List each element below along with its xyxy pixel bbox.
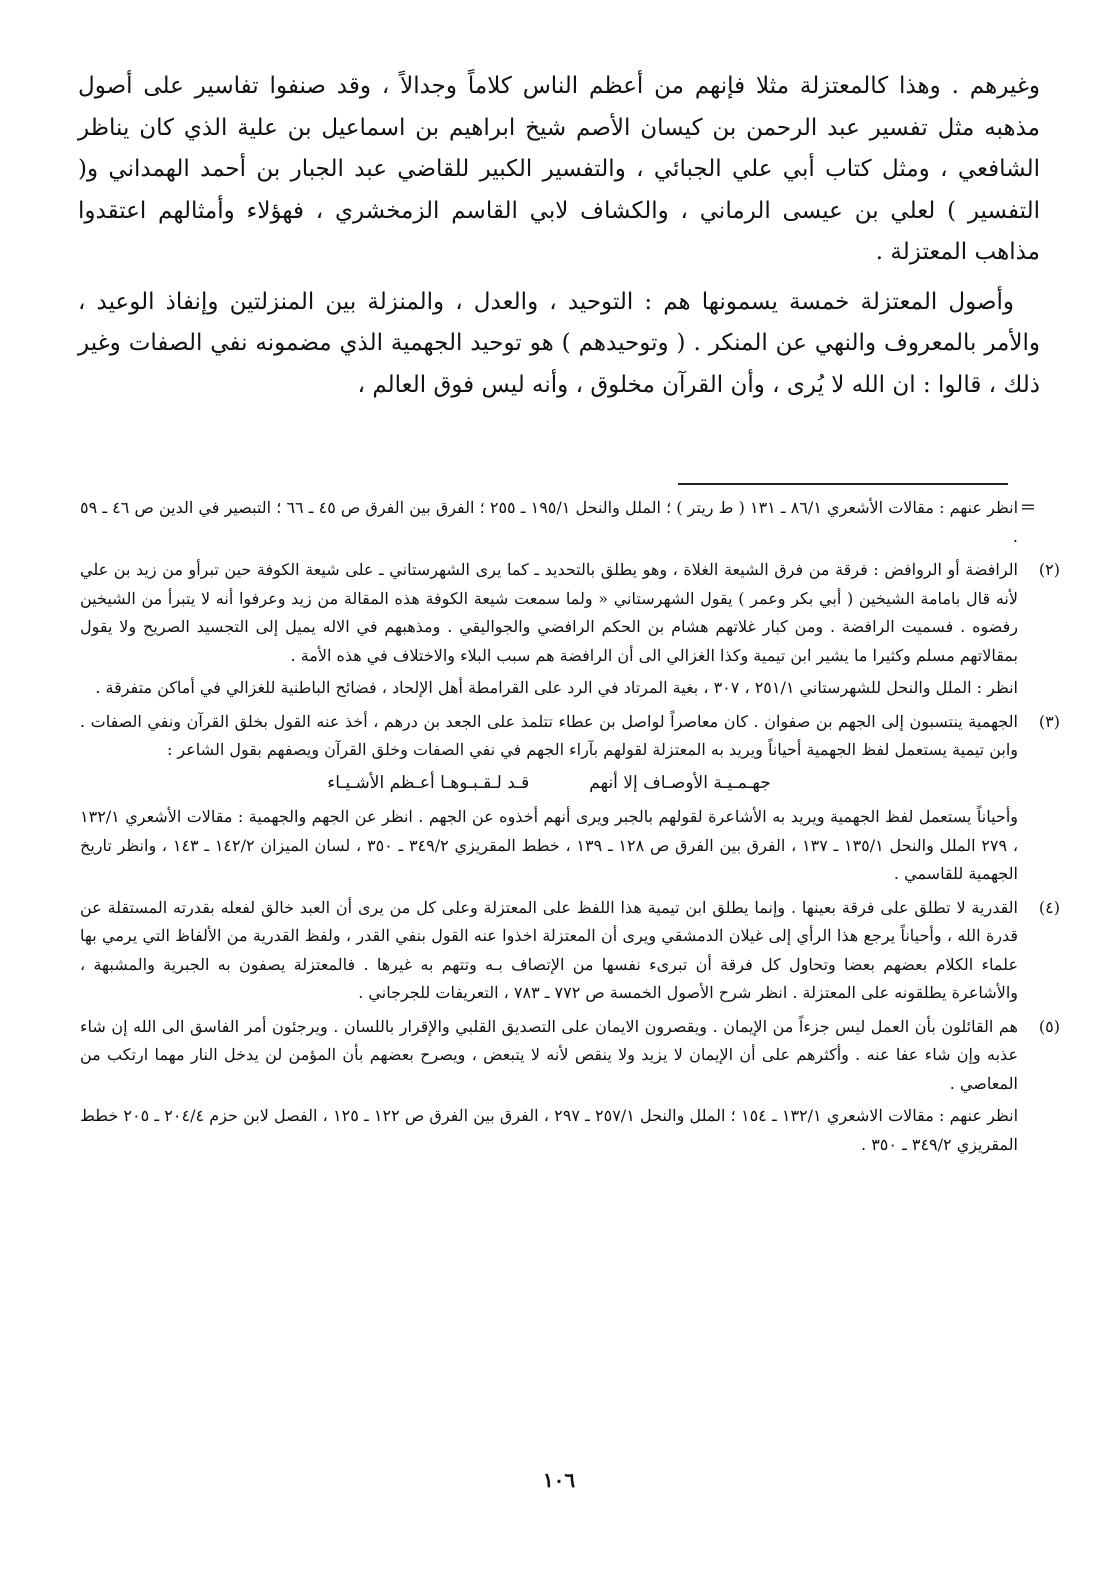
footnote-4 [80,894,1060,1008]
poetry-verse [80,769,1018,798]
footnote-paragraph: انظر : الملل والنحل للشهرستاني ٢٥١/١ ، ٣٠٧ ، بغية المرتاد في الرد على القرامطة أهل الإلحاد ، فضائح الباطنية للغزالي في أماكن متفرقة . [95,678,1018,697]
main-paragraph-2: وأصول المعتزلة خمسة يسمونها هم : التوحيد ، والعدل ، والمنزلة بين المنزلتين وإنفاذ الوعيد ، والأمر بالمعروف والنهي عن المنكر . ( وتوحيدهم ) هو توحيد الجهمية الذي مضمونه نفي الصفات وغير ذلك ، قالوا : ان الله لا يُرى ، وأن القرآن مخلوق ، وأنه ليس فوق العالم ، [78,288,1040,398]
footnote-number: (٢) [1038,560,1060,579]
footnote-paragraph: هم القائلون بأن العمل ليس جزءاً من الإيمان . ويقصرون الايمان على التصديق القلبي والإقرار باللسان . ويرجئون أمر الفاسق الى الله إن شاء عذبه وإن شاء عفا عنه . وأكثرهم على أن الإيمان لا يزيد ولا ينقص لأنه لا يتبعض ، ويصرح بعضهم بأن المؤمن لن يدخل النار مهما ارتكب من المعاصي . [80,1016,1018,1093]
footnote-3 [80,708,1060,889]
footnote-paragraph: الرافضة أو الروافض : فرقة من فرق الشيعة الغلاة ، وهو يطلق بالتحديد ـ كما يرى الشهرستاني ـ على شيعة الكوفة حين تبرأو من زيد بن علي لأنه قال بامامة الشيخين ( أبي بكر وعمر ) يقول الشهرستاني « ولما سمعت شيعة الكوفة هذه المقالة من زيد وعرفوا أنه لا يتبرأ من الشيخين رفضوه . فسميت الرافضة . ومن كبار غلاتهم هشام بن الحكم الرافضي والجواليقي . ومذهبهم في الاله يميل إلى التجسيد الصريح ولا يقول بمقالاتهم مسلم وكثيرا ما يشير ابن تيمية وكذا الغزالي الى أن الرافضة هم سبب البلاء والاختلاف في هذه الأمة . [80,560,1018,665]
footnote-5 [80,1013,1060,1160]
footnote-paragraph: انظر عنهم : مقالات الأشعري ٨٦/١ ـ ١٣١ ( ط ريتر ) ؛ الملل والنحل ١٩٥/١ ـ ٢٥٥ ؛ الفرق بين الفرق ص ٤٥ ـ ٦٦ ؛ التبصير في الدين ص ٤٦ ـ ٥٩ . [80,498,1019,546]
footnote-separator [678,483,1008,485]
main-text [78,66,1040,406]
footnote-paragraph: الجهمية ينتسبون إلى الجهم بن صفوان . كان معاصراً لواصل بن عطاء تتلمذ على الجعد بن درهم ، أخذ عنه القول بخلق القرآن ونفي الصفات . وابن تيمية يستعمل لفظ الجهمية أحياناً ويريد به المعتزلة لقولهم بآراء الجهم في نفي الصفات وخلق القرآن ويصفهم بقول الشاعر : [80,711,1018,759]
verse-first-hemistich: جهـمـيـة الأوصـاف إلا أنهم [589,772,771,793]
footnote-number: (٤) [1038,897,1060,917]
footnote-paragraph: القدرية لا تطلق على فرقة بعينها . وإنما يطلق ابن تيمية هذا اللفظ على المعتزلة وعلى كل من يرى أن العبد خالق لفعله بقدرته المستقلة عن قدرة الله ، وأحياناً يرجع هذا الرأي إلى غيلان الدمشقي ويرى أن المعتزلة اخذوا عنه القول بنفي القدر ، ولفظ القدرية من الألفاظ التي يرمي بها علماء الكلام بعضهم بعضا وتحاول كل فرقة أن تبرىء نفسها من الإتصاف بـه وتتهم به غيرها . فالمعتزلة يصفون به الجبرية والمشبهة ، والأشاعرة يطلقونه على المعتزلة . انظر شرح الأصول الخمسة ص ٧٧٢ ـ ٧٨٣ ، التعريفات للجرجاني . [80,897,1019,1002]
footnote-2 [80,556,1060,703]
footnotes [80,494,1060,1164]
page-number: ١٠٦ [542,1468,576,1492]
footnote-continuation-marker: = [1020,496,1036,518]
footnote-continued [80,494,1040,551]
footnote-number: (٥) [1038,1016,1060,1036]
main-paragraph-1: وغيرهم . وهذا كالمعتزلة مثلا فإنهم من أعظم الناس كلاماً وجدالاً ، وقد صنفوا تفاسير على أصول مذهبه مثل تفسير عبد الرحمن بن كيسان الأصم شيخ ابراهيم بن اسماعيل بن علية الذي كان يناظر الشافعي ، ومثل كتاب أبي علي الجبائي ، والتفسير الكبير للقاضي عبد الجبار بن أحمد الهمداني و( التفسير ) لعلي بن عيسى الرماني ، والكشاف لابي القاسم الزمخشري ، فهؤلاء وأمثالهم اعتقدوا مذاهب المعتزلة . [78,73,1040,265]
verse-second-hemistich: قـد لـقـبـوهـا أعـظم الأشـيـاء [327,772,530,793]
footnote-paragraph: انظر عنهم : مقالات الاشعري ١٣٢/١ ـ ١٥٤ ؛ الملل والنحل ٢٥٧/١ ـ ٢٩٧ ، الفرق بين الفرق ص ١٢٢ ـ ١٢٥ ، الفصل لابن حزم ٢٠٤/٤ ـ ٢٠٥ خطط المقريزي ٣٤٩/٢ ـ ٣٥٠ . [80,1106,1019,1154]
footnote-number: (٣) [1038,711,1060,731]
footnote-paragraph: وأحياناً يستعمل لفظ الجهمية ويريد به الأشاعرة لقولهم بالجبر ويرى أنهم أخذوه عن الجهم . انظر عن الجهم والجهمية : مقالات الأشعري ١٣٢/١ ، ٢٧٩ الملل والنحل ١٣٥/١ ـ ١٣٧ ، الفرق بين الفرق ص ١٢٨ ـ ١٣٩ ، خطط المقريزي ٣٤٩/٢ ـ ٣٥٠ ، لسان الميزان ١٤٢/٢ ـ ١٤٣ ، وانظر تاريخ الجهمية للقاسمي . [80,807,1019,883]
